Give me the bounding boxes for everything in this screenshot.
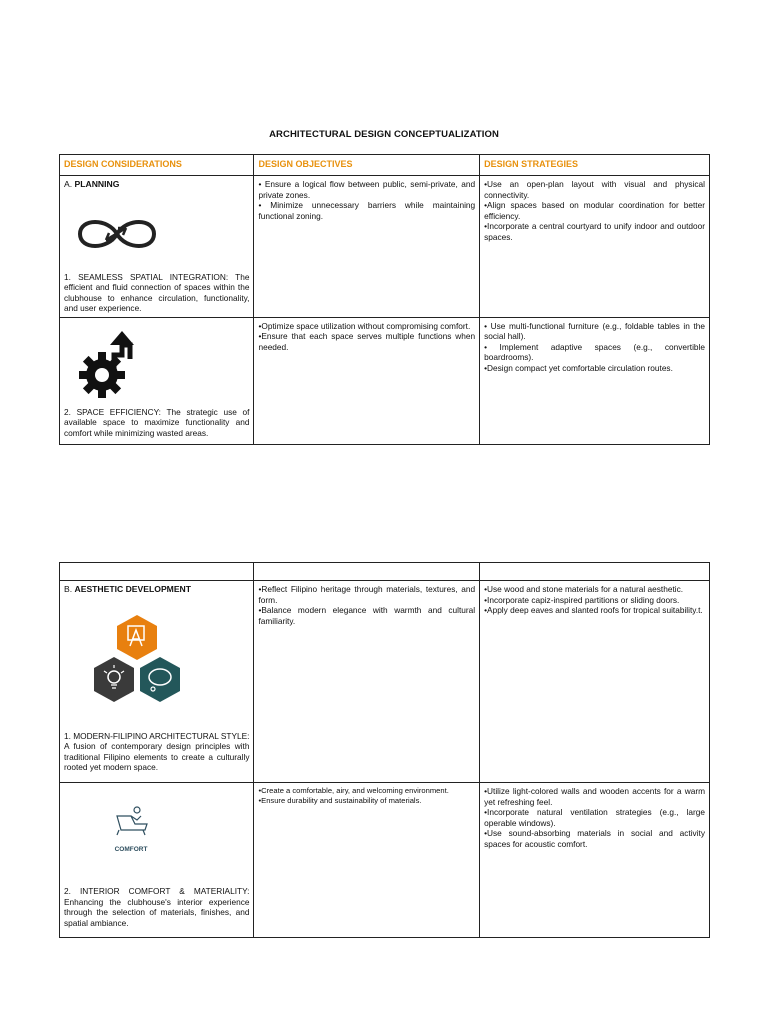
objectives-cell	[254, 317, 480, 444]
section-label: AESTHETIC DEVELOPMENT	[74, 584, 192, 594]
header-design-considerations: DESIGN CONSIDERATIONS	[60, 155, 254, 176]
strategy-item: •Incorporate capiz-inspired partitions or sliding doors.	[484, 594, 680, 605]
aesthetic-table	[59, 562, 710, 938]
strategy-item: •Use an open-plan layout with visual and physical connectivity.	[484, 179, 705, 200]
section-prefix: A.	[64, 179, 73, 189]
gear-arrow-up-icon	[78, 329, 249, 407]
empty-header-row	[60, 563, 710, 581]
consideration-cell	[60, 783, 254, 938]
strategy-item: •Use wood and stone materials for a natural aesthetic.	[484, 584, 684, 594]
comfort-chair-icon	[96, 806, 166, 886]
empty-header-cell	[60, 563, 254, 581]
objective-item: • Minimize unnecessary barriers while maintaining functional zoning.	[258, 200, 476, 221]
strategy-item: •Incorporate natural ventilation strategies (e.g., large operable windows).	[484, 807, 705, 828]
table-row	[60, 176, 710, 318]
strategy-item: • Use multi-functional furniture (e.g., foldable tables in the social hall).	[484, 320, 705, 341]
consideration-cell	[60, 581, 254, 783]
strategy-item: •Apply deep eaves and slanted roofs for tropical suitability.t.	[484, 605, 703, 615]
objective-item: •Balance modern elegance with warmth and cultural familiarity.	[258, 605, 476, 626]
strategies-cell	[480, 581, 710, 783]
consideration-caption: 1. MODERN-FILIPINO ARCHITECTURAL STYLE: A fusion of contemporary design principles with traditional Filipino elements to create a culturally rooted yet modern space.	[64, 730, 250, 772]
strategy-item: •Design compact yet comfortable circulation routes.	[484, 362, 673, 373]
objective-item: •Optimize space utilization without compromising comfort.	[258, 320, 471, 331]
infinity-arrows-icon	[76, 210, 249, 272]
consideration-caption: 1. SEAMLESS SPATIAL INTEGRATION: The efficient and fluid connection of spaces within the clubhouse to enhance circulation, functionality, and user experience.	[64, 271, 250, 313]
table-row	[60, 581, 710, 783]
consideration-caption: 2. SPACE EFFICIENCY: The strategic use of available space to maximize functionality and comfort while minimizing wasted areas.	[64, 406, 250, 438]
consideration-caption: 2. INTERIOR COMFORT & MATERIALITY: Enhancing the clubhouse's interior experience through the selection of materials, finishes, and spatial ambiance.	[64, 886, 250, 928]
strategies-cell	[480, 317, 710, 444]
objective-item: •Ensure durability and sustainability of materials.	[258, 796, 422, 805]
strategy-item: •Align spaces based on modular coordination for better efficiency.	[484, 200, 705, 221]
strategy-item: •Incorporate a central courtyard to unify indoor and outdoor spaces.	[484, 221, 705, 242]
table-row	[60, 783, 710, 938]
table-header-row	[60, 155, 710, 176]
planning-table	[59, 154, 710, 445]
empty-header-cell	[254, 563, 480, 581]
strategies-cell	[480, 783, 710, 938]
objective-item: •Ensure that each space serves multiple functions when needed.	[258, 331, 476, 352]
hexagon-puzzle-icon	[86, 613, 249, 731]
strategy-item: •Utilize light-colored walls and wooden accents for a warm yet refreshing feel.	[484, 786, 705, 807]
empty-header-cell	[480, 563, 710, 581]
section-heading	[64, 584, 249, 595]
header-design-strategies: DESIGN STRATEGIES	[480, 155, 710, 176]
section-prefix: B.	[64, 584, 73, 594]
header-design-objectives: DESIGN OBJECTIVES	[254, 155, 480, 176]
objective-item: •Reflect Filipino heritage through materials, textures, and form.	[258, 584, 476, 605]
strategies-cell	[480, 176, 710, 318]
objectives-cell	[254, 176, 480, 318]
section-heading	[64, 179, 249, 190]
document-title: ARCHITECTURAL DESIGN CONCEPTUALIZATION	[269, 129, 499, 140]
strategy-item: • Implement adaptive spaces (e.g., convertible boardrooms).	[484, 341, 705, 362]
section-label: PLANNING	[74, 179, 120, 189]
strategy-item: •Use sound-absorbing materials in social and activity spaces for acoustic comfort.	[484, 828, 705, 849]
table-row	[60, 317, 710, 444]
objectives-cell	[254, 581, 480, 783]
consideration-cell	[60, 317, 254, 444]
comfort-label: COMFORT	[114, 845, 148, 853]
objectives-cell	[254, 783, 480, 938]
consideration-cell	[60, 176, 254, 318]
objective-item: • Ensure a logical flow between public, semi-private, and private zones.	[258, 179, 476, 200]
objective-item: •Create a comfortable, airy, and welcoming environment.	[258, 786, 449, 795]
